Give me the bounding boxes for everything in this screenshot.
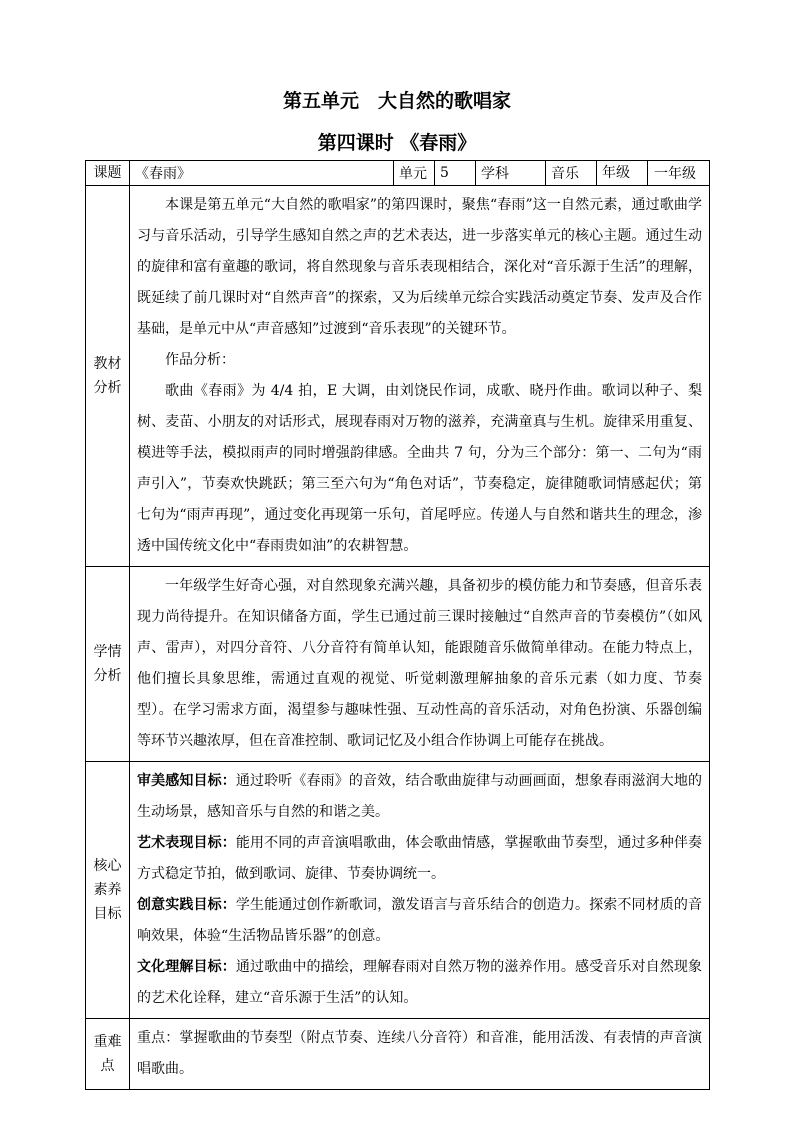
keypoints-label: [86, 1019, 130, 1090]
keypoints-text: 重点：掌握歌曲的节奏型（附点节奏、连续八分音符）和音准，能用活泼、有表情的声音演唱歌曲。: [137, 1030, 702, 1077]
goal-expression: [137, 828, 702, 890]
work-analysis-heading: 作品分析：: [165, 352, 235, 368]
keypoints-content: [130, 1019, 710, 1090]
goals-label-text: 核心素养目标: [93, 858, 122, 922]
lesson-plan-table: [85, 160, 710, 1090]
textbook-label: [86, 186, 130, 567]
goals-row: [86, 762, 710, 1019]
learners-content: [130, 567, 710, 762]
subject-value: 音乐: [546, 161, 597, 186]
goal-creative: [137, 890, 702, 952]
textbook-row: [86, 186, 710, 567]
goals-label: [86, 762, 130, 1019]
unit-value: 5: [435, 161, 476, 186]
keypoints-row: [86, 1019, 710, 1090]
learners-label-text: 学情分析: [93, 644, 122, 684]
topic-value: 《春雨》: [130, 161, 394, 186]
grade-value: 一年级: [654, 166, 696, 182]
goal-expression-text: 能用不同的声音演唱歌曲，体会歌曲情感，掌握歌曲节奏型，通过多种伴奏方式稳定节拍，做到歌词、旋律、节奏协调统一。: [137, 835, 703, 882]
grade-label: 年级: [597, 161, 648, 185]
unit-label: 单元: [394, 161, 435, 186]
goal-culture-title: 文化理解目标：: [137, 959, 236, 975]
textbook-label-text: 教材分析: [93, 356, 122, 396]
textbook-intro: 本课是第五单元“大自然的歌唱家”的第四课时，聚焦“春雨”这一自然元素，通过歌曲学习与音乐活动，引导学生感知自然之声的艺术表达，进一步落实单元的核心主题。通过生动的旋律和富有童趣的歌词，将自然现象与音乐表现相结合，深化对“音乐源于生活”的理解，既延续了前几课时对“自然声音”的探索，又为后续单元综合实践活动奠定节奏、发声及合作基础，是单元中从“声音感知”过渡到“音乐表现”的关键环节。: [137, 197, 702, 337]
goal-culture-text: 通过歌曲中的描绘，理解春雨对自然万物的滋养作用。感受音乐对自然现象的艺术化诠释，建立“音乐源于生活”的认知。: [137, 959, 703, 1006]
subject-label: 学科: [476, 161, 546, 186]
goal-creative-title: 创意实践目标：: [137, 897, 236, 913]
goal-aesthetic-title: 审美感知目标：: [137, 773, 236, 789]
goal-aesthetic: [137, 766, 702, 828]
work-analysis-text: 歌曲《春雨》为 4/4 拍，E 大调，由刘饶民作词，成歌、晓丹作曲。歌词以种子、梨树、麦苗、小朋友的对话形式，展现春雨对万物的滋养，充满童真与生机。旋律采用重复、模进等手法，模拟雨声的同时增强韵律感。全曲共 7 句，分为三个部分：第一、二句为“雨声引入”，节奏欢快跳跃；第三至六句为“角色对话”，节奏稳定，旋律随歌词情感起伏；第七句为“雨声再现”，通过变化再现第一乐句，首尾呼应。传递人与自然和谐共生的理念，渗透中国传统文化中“春雨贵如油”的农耕智慧。: [137, 383, 702, 554]
header-row: [86, 161, 710, 186]
grade-cell: [597, 161, 710, 186]
goal-aesthetic-text: 通过聆听《春雨》的音效，结合歌曲旋律与动画画面，想象春雨滋润大地的生动场景，感知音乐与自然的和谐之美。: [137, 773, 703, 820]
learners-label: [86, 567, 130, 762]
lesson-subtitle: 第四课时 《春雨》: [317, 132, 477, 154]
goal-creative-text: 学生能通过创作新歌词，激发语言与音乐结合的创造力。探索不同材质的音响效果，体验“生活物品皆乐器”的创意。: [137, 897, 703, 944]
learners-text: 一年级学生好奇心强，对自然现象充满兴趣，具备初步的模仿能力和节奏感，但音乐表现力尚待提升。在知识储备方面，学生已通过前三课时接触过“自然声音的节奏模仿”（如风声、雷声），对四分音符、八分音符有简单认知，能跟随音乐做简单律动。在能力特点上，他们擅长具象思维，需通过直观的视觉、听觉刺激理解抽象的音乐元素（如力度、节奏型）。在学习需求方面，渴望参与趣味性强、互动性高的音乐活动，对角色扮演、乐器创编等环节兴趣浓厚，但在音准控制、歌词记忆及小组合作协调上可能存在挑战。: [137, 578, 702, 749]
goal-culture: [137, 952, 702, 1014]
textbook-content: [130, 186, 710, 567]
page-title: 第五单元 大自然的歌唱家: [282, 90, 511, 112]
goal-expression-title: 艺术表现目标：: [137, 835, 236, 851]
keypoints-label-text: 重难点: [93, 1034, 122, 1074]
goals-content: [130, 762, 710, 1019]
learners-row: [86, 567, 710, 762]
topic-label: 课题: [86, 161, 130, 186]
